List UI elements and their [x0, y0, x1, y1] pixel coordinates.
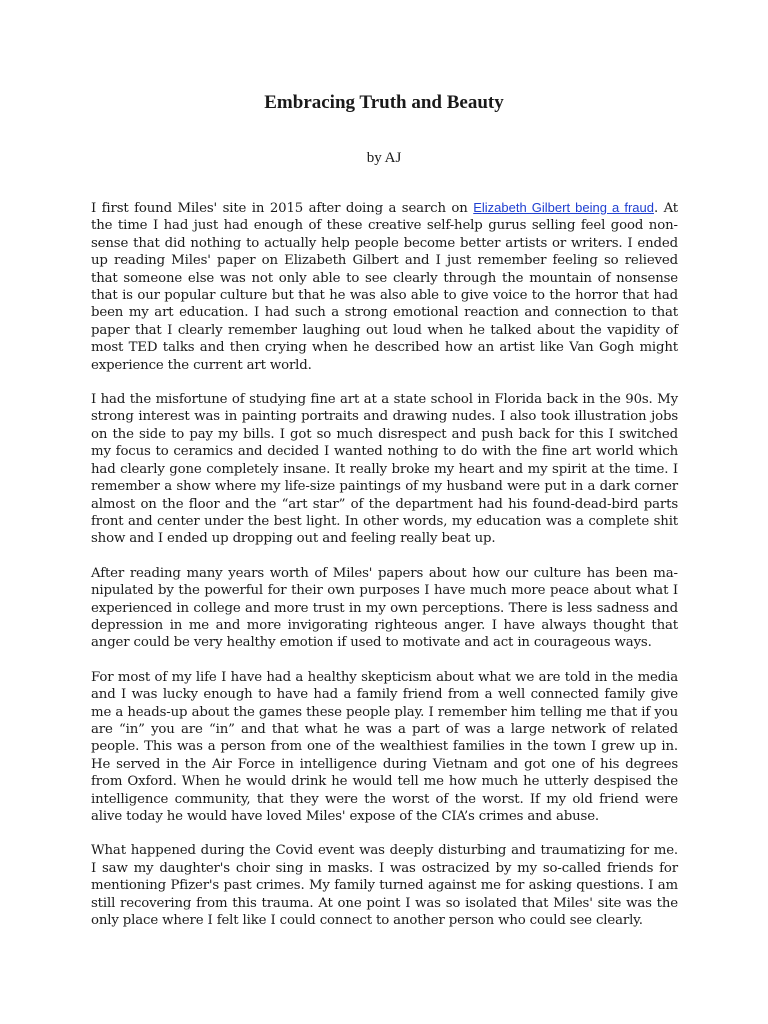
paragraph-1-intro: I first found Miles' site in 2015 after doing a search on: [91, 201, 474, 216]
paragraph-4: For most of my life I have had a healthy skepticism about what we are told in the media and I was lucky enough to have had a family friend from a well connected family give me a heads-up about the games these people play. I remember him telling me that if you are “in” you are “in” and that what he was a part of was a large network of related people. This was a person from one of the wealthiest families in the town I grew up in. He served in the Air Force in intelligence during Vietnam and got one of his degrees from Oxford. When he would drink he would tell me how much he utterly despised the intelligence community, that they were the worst of the worst. If my old friend were alive today he would have loved Miles' expose of the CIA’s crimes and abuse.: [91, 669, 678, 824]
paragraph-2: I had the misfortune of studying fine art at a state school in Florida back in the 90s. My strong interest was in painting portraits and drawing nudes. I also took illustration jobs on the side to pay my bills. I got so much disrespect and push back for this I switched my focus to ceramics and decided I wanted nothing to do with the fine art world which had clearly gone completely insane. It really broke my heart and my spirit at the time. I remember a show where my life-size paintings of my husband were put in a dark corner almost on the floor and the “art star” of the department had his found-dead-bird parts front and center under the best light. In other words, my education was a complete shit show and I ended up dropping out and feeling really beat up.: [91, 392, 678, 547]
document-title: Embracing Truth and Beauty: [264, 92, 504, 113]
elizabeth-gilbert-fraud-link[interactable]: Elizabeth Gilbert being a fraud: [473, 200, 654, 215]
paragraph-5: What happened during the Covid event was deeply disturbing and traumatizing for me. I saw my daughter's choir sing in masks. I was ostracized by my so-called friends for mentioning Pfizer's past crimes. My family turned against me for asking questions. I am still recovering from this trauma. At one point I was so isolated that Miles' site was the only place where I felt like I could connect to another person who could see clearly.: [91, 843, 678, 929]
paragraph-1: [91, 199, 678, 374]
document-body: [91, 199, 678, 929]
paragraph-1-rest: . At the time I had just had enough of these creative self-help gurus selling feel good nonsense that did nothing to actually help people become better artists or writers. I ended up reading Miles' paper on Elizabeth Gilbert and I just remember feeling so relieved that someone else was not only able to see clearly through the mountain of nonsense that is our popular culture but that he was also able to give voice to the horror that had been my art education. I had such a strong emotional reaction and connection to that paper that I clearly remember laughing out loud when he talked about the vapidity of most TED talks and then crying when he described how an artist like Van Gogh might experience the current art world.: [91, 201, 678, 373]
paragraph-3: After reading many years worth of Miles' papers about how our culture has been manipulated by the powerful for their own purposes I have much more peace about what I experienced in college and more trust in my own perceptions. There is less sadness and depression in me and more invigorating righteous anger. I have always thought that anger could be very healthy emotion if used to motivate and act in courageous ways.: [91, 565, 678, 651]
document-byline: by AJ: [366, 150, 402, 166]
